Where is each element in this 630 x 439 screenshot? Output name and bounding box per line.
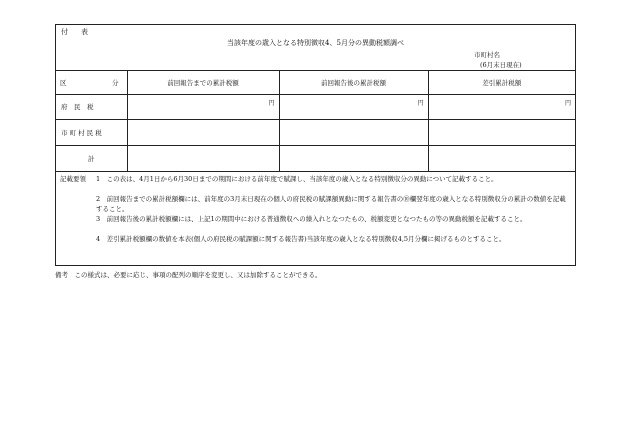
row-label-total: 計: [56, 145, 127, 171]
form-title: 当該年度の歳入となる特別徴収4、5月分の異動税額調べ: [227, 39, 404, 47]
column-header-difference: 差引累計税額: [428, 71, 575, 94]
column-header-previous-total: 前回報告までの累計税額: [127, 71, 279, 94]
yen-unit: 円: [417, 99, 424, 107]
table-header-row: [56, 71, 575, 94]
row-label-prefectural-tax: 府 民 税: [56, 94, 127, 119]
instruction-item: 1 この表は、4月1日から6月30日までの期間における前年度で賦課し、当該年度の歳入となる特別徴収分の異動について記載すること。: [96, 175, 498, 183]
cell-difference[interactable]: [428, 119, 575, 145]
category-header: [56, 71, 127, 94]
cell-after-total[interactable]: [279, 94, 428, 119]
cell-difference[interactable]: [428, 94, 575, 119]
category-header-left: 区: [60, 78, 67, 87]
instruction-item: 2 前回報告までの累計税額欄には、前年度の3月末日現在の個人の府民税の賦課額異動に関する報告書の⑩欄翌年度の歳入となる特別徴収分の累計の数値を記載すること。: [96, 195, 566, 213]
instructions: [56, 172, 575, 265]
cell-after-total[interactable]: [279, 119, 428, 145]
municipality-label: 市町村名: [474, 51, 500, 59]
tax-form: [55, 24, 576, 266]
tax-table: [56, 71, 575, 172]
cell-difference[interactable]: [428, 145, 575, 171]
instructions-title: 記載要領: [60, 175, 86, 183]
cell-previous-total[interactable]: [127, 94, 279, 119]
column-header-after-total: 前回報告後の累計税額: [279, 71, 428, 94]
table-row: [56, 94, 575, 119]
form-header: [56, 25, 575, 71]
as-of-label: (6月末日現在): [480, 61, 522, 69]
yen-unit: 円: [564, 99, 571, 107]
cell-after-total[interactable]: [279, 145, 428, 171]
table-row: [56, 119, 575, 145]
remark: 備考 この様式は、必要に応じ、事項の配列の順序を変更し、又は加除することができる。: [55, 271, 322, 279]
cell-previous-total[interactable]: [127, 119, 279, 145]
yen-unit: 円: [268, 99, 275, 107]
attachment-label: 付 表: [61, 28, 91, 36]
row-label-municipal-tax: 市 町 村 民 税: [56, 119, 127, 145]
table-row: [56, 145, 575, 171]
category-header-right: 分: [112, 78, 119, 87]
cell-previous-total[interactable]: [127, 145, 279, 171]
instruction-item: 4 差引累計税額欄の数値を本表(個人の府民税の賦課額に関する報告書)当該年度の歳入となる特別徴収4,5月分欄に掲げるものとすること。: [96, 235, 506, 243]
instruction-item: 3 前回報告後の累計税額欄には、上記1の期間中における普通徴収への繰入れとなつたもの、税額変更となつたもの等の異動税額を記載すること。: [96, 215, 527, 223]
